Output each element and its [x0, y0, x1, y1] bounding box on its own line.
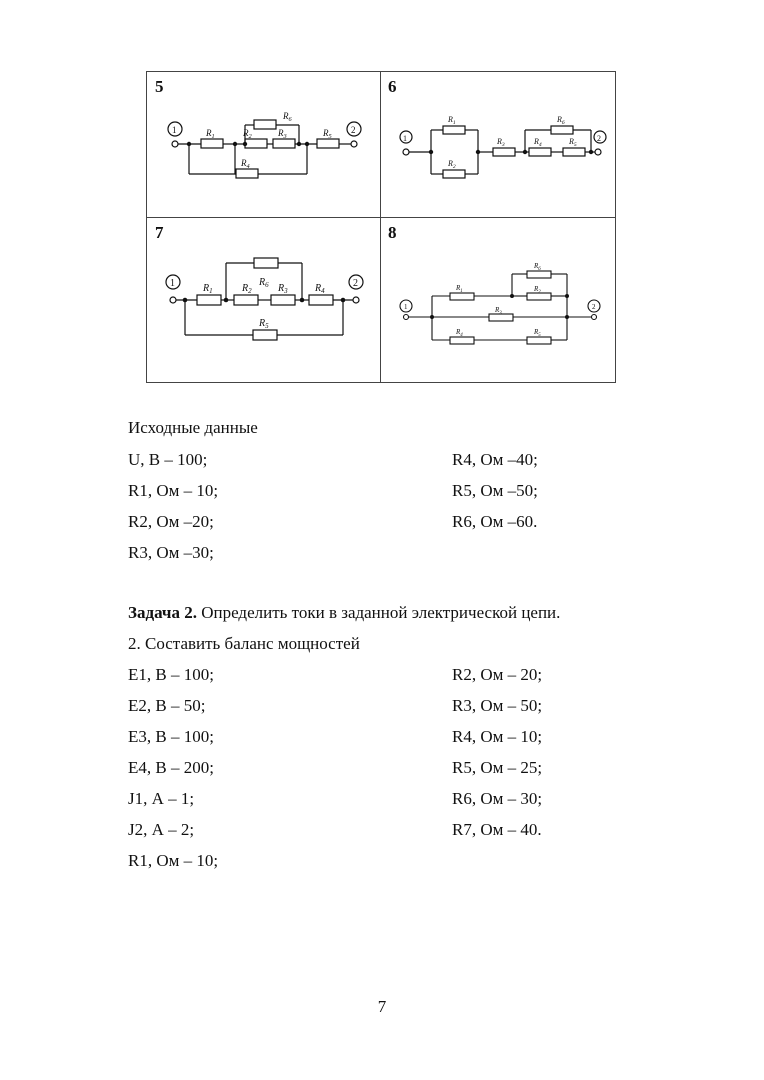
circuit-diagram-7 — [147, 218, 381, 382]
r5-label: $R_5$ — [323, 128, 332, 140]
r3-label: $R_3$ — [497, 137, 505, 148]
task2-param: J1, А – 1; — [128, 789, 195, 808]
task2-param: R6, Ом – 30; — [452, 789, 543, 808]
task2-param: E1, В – 100; — [128, 665, 214, 684]
circuit-diagram-8 — [381, 218, 617, 382]
r5-label: $R_5$ — [259, 318, 269, 330]
r4-label: $R_4$ — [534, 137, 542, 148]
task1-param: R5, Ом –50; — [452, 481, 538, 500]
initial-data-heading: Исходные данные — [128, 418, 258, 437]
task2-title — [128, 603, 560, 623]
figure-7-number: 7 — [155, 223, 164, 242]
task2-param: R4, Ом – 10; — [452, 727, 543, 746]
node-2-label: 2 — [351, 125, 356, 135]
node-2-label: 2 — [592, 303, 596, 311]
task1-param: U, В – 100; — [128, 450, 208, 469]
r2-label: $R_2$ — [243, 128, 252, 140]
node-1-label: 1 — [403, 134, 407, 143]
task2-title-text: Определить токи в заданной электрической цепи. — [196, 603, 561, 622]
r5-label: $R_5$ — [569, 137, 577, 148]
r1-label: $R_1$ — [206, 128, 215, 140]
r2-label: $R_2$ — [534, 285, 541, 295]
figure-6-number: 6 — [388, 77, 397, 96]
task2-param: R3, Ом – 50; — [452, 696, 543, 715]
r6-label: $R_6$ — [534, 262, 541, 272]
r4-label: $R_4$ — [315, 283, 325, 295]
r2-label: $R_2$ — [448, 159, 456, 170]
r6-label: $R_6$ — [259, 277, 269, 289]
figure-8-number: 8 — [388, 223, 397, 242]
r2-label: $R_2$ — [242, 283, 252, 295]
page-number: 7 — [377, 997, 387, 1016]
task2-param: E4, В – 200; — [128, 758, 214, 777]
figure-5-number: 5 — [155, 77, 164, 96]
r5-label: $R_5$ — [534, 328, 541, 338]
task2-param: R2, Ом – 20; — [452, 665, 543, 684]
circuit-diagram-6 — [381, 72, 617, 218]
r3-label: $R_3$ — [278, 128, 287, 140]
node-1-label: 1 — [404, 303, 408, 311]
task2-param: R7, Ом – 40. — [452, 820, 542, 839]
r1-label: $R_1$ — [448, 115, 456, 126]
task2-subtitle: 2. Составить баланс мощностей — [128, 634, 360, 653]
task2-param: J2, А – 2; — [128, 820, 195, 839]
r1-label: $R_1$ — [203, 283, 213, 295]
r4-label: $R_4$ — [456, 328, 463, 338]
task2-param: R5, Ом – 25; — [452, 758, 543, 777]
task1-param: R2, Ом –20; — [128, 512, 214, 531]
task2-param: E2, В – 50; — [128, 696, 206, 715]
node-1-label: 1 — [170, 278, 175, 289]
circuit-diagram-5 — [147, 72, 381, 218]
r1-label: $R_1$ — [456, 284, 463, 294]
r3-label: $R_3$ — [278, 283, 288, 295]
task1-param: R1, Ом – 10; — [128, 481, 219, 500]
node-1-label: 1 — [172, 125, 177, 135]
task2-title-bold: Задача 2. — [128, 603, 197, 622]
node-2-label: 2 — [597, 134, 601, 143]
r4-label: $R_4$ — [241, 158, 250, 170]
task1-param: R3, Ом –30; — [128, 543, 214, 562]
circuit-figure-grid — [146, 71, 616, 383]
node-2-label: 2 — [353, 278, 358, 289]
task1-param: R6, Ом –60. — [452, 512, 538, 531]
r3-label: $R_3$ — [495, 306, 502, 316]
task2-param: R1, Ом – 10; — [128, 851, 219, 870]
r6-label: $R_6$ — [283, 111, 292, 123]
task1-param: R4, Ом –40; — [452, 450, 538, 469]
task2-param: E3, В – 100; — [128, 727, 214, 746]
r6-label: $R_6$ — [557, 115, 565, 126]
